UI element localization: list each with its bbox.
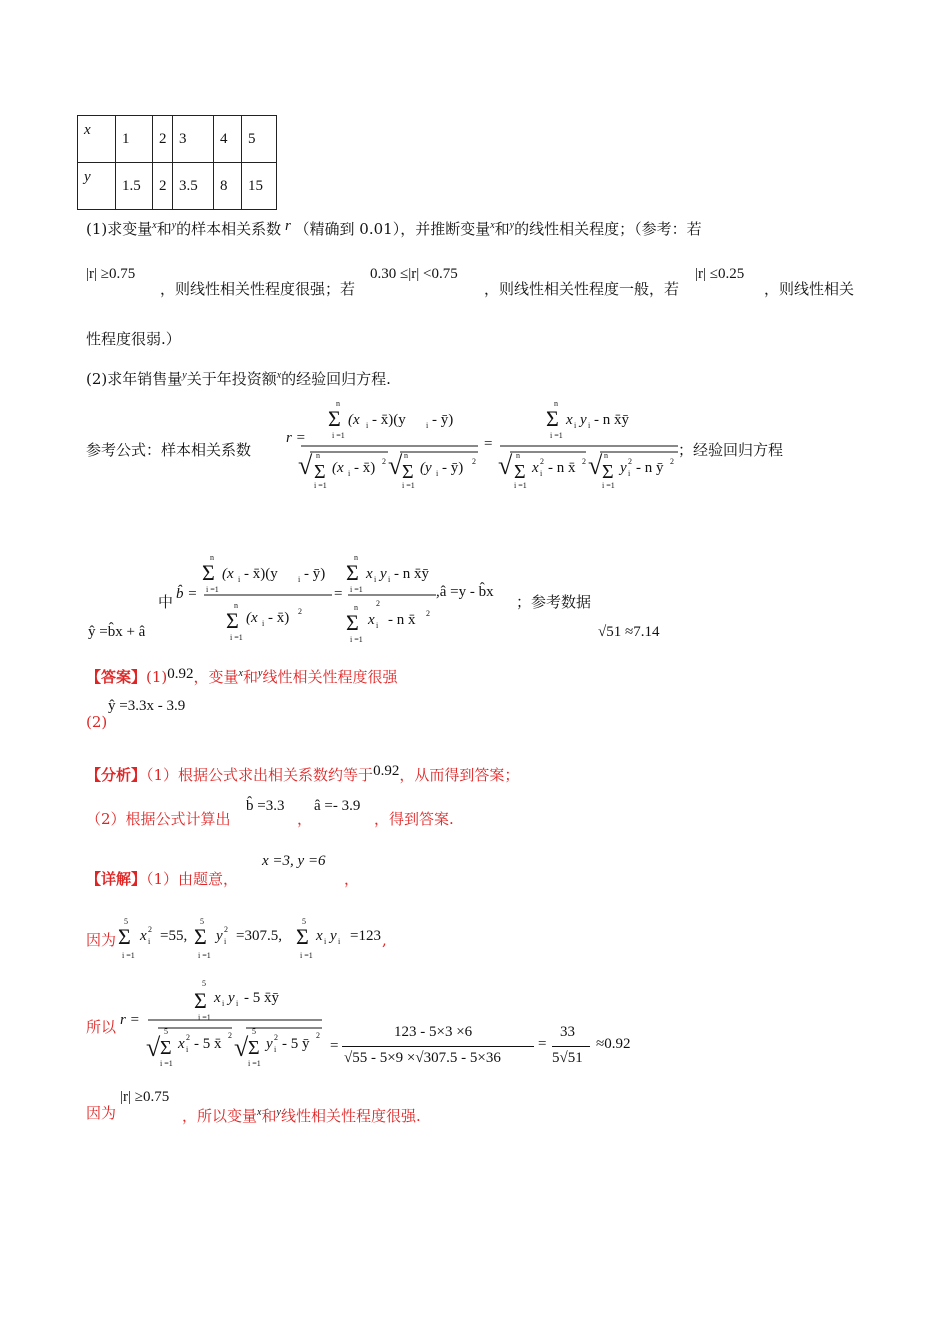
svg-text:√: √ [388, 451, 403, 480]
question-1-text: 性程度很弱.） [86, 330, 181, 348]
svg-text:- ȳ): - ȳ) [304, 566, 326, 582]
svg-text:2: 2 [274, 1033, 278, 1042]
detail-so: 所以 [86, 1018, 117, 1036]
svg-text:i: i [262, 619, 265, 628]
svg-text:Σ: Σ [514, 461, 526, 483]
svg-text:n: n [354, 553, 358, 562]
svg-text:i: i [388, 575, 391, 584]
svg-text:2: 2 [224, 925, 228, 934]
svg-text:i =1: i =1 [198, 1013, 211, 1022]
calc-denominator: √55 - 5×9 ×√307.5 - 5×36 [344, 1050, 501, 1066]
table-cell: 4 [214, 116, 242, 163]
b-hat-value: b̂ =3.3 [246, 798, 285, 814]
svg-text:i =1: i =1 [198, 951, 211, 960]
svg-text:x: x [140, 928, 147, 944]
sums-tail: , [382, 931, 387, 949]
ref-data-label: ；参考数据 [516, 593, 592, 611]
condition-strong: |r| ≥0.75 [86, 266, 136, 282]
svg-text:i: i [238, 575, 241, 584]
svg-text:5: 5 [202, 979, 206, 988]
sqrt-51-value: √51 ≈7.14 [598, 624, 660, 640]
detail-final: ，所以变量$^x$和$^y$线性相关性程度很强. [182, 1107, 421, 1125]
svg-text:n: n [516, 451, 520, 460]
formula-r: r = [286, 430, 306, 446]
svg-text:x: x [316, 928, 323, 944]
svg-text:i: i [588, 421, 591, 430]
formula-tail: ；经验回归方程 [678, 441, 784, 459]
result-numerator: 33 [560, 1024, 575, 1040]
svg-text:5: 5 [124, 917, 128, 926]
svg-text:Σ: Σ [602, 461, 614, 483]
svg-text:n: n [554, 399, 558, 408]
svg-text:- x̄): - x̄) [354, 460, 376, 476]
svg-text:i =1: i =1 [350, 635, 363, 644]
svg-text:Σ: Σ [346, 610, 359, 635]
table-cell: 2 [153, 163, 173, 210]
svg-text:i =1: i =1 [300, 951, 313, 960]
svg-text:i =1: i =1 [314, 481, 327, 490]
svg-text:2: 2 [316, 1031, 320, 1040]
svg-text:i: i [628, 469, 631, 478]
result-denominator: 5√51 [552, 1050, 583, 1066]
analysis-line-1: 【分析】（1）根据公式求出相关系数约等于0.92，从而得到答案； [86, 763, 520, 784]
svg-text:x: x [566, 412, 573, 428]
svg-text:2: 2 [148, 925, 152, 934]
formula-label: 参考公式：样本相关系数 [86, 441, 252, 459]
answer-equation: ŷ =3.3x - 3.9 [108, 698, 186, 714]
r-value: 0.92 [167, 666, 194, 682]
svg-text:i: i [426, 421, 429, 430]
svg-text:√: √ [234, 1033, 249, 1062]
svg-text:i: i [224, 937, 227, 946]
svg-text:i: i [540, 469, 543, 478]
svg-text:i: i [186, 1045, 189, 1054]
svg-text:i: i [374, 575, 377, 584]
svg-text:Σ: Σ [546, 406, 559, 431]
svg-text:n: n [336, 399, 340, 408]
question-2: (2)求年销售量$^y$关于年投资额$^x$的经验回归方程. [86, 370, 391, 388]
svg-text:- 5 ȳ: - 5 ȳ [282, 1036, 310, 1052]
detail-sep: ， [344, 870, 360, 888]
svg-text:=307.5,: =307.5, [236, 928, 282, 944]
svg-text:5: 5 [252, 1027, 256, 1036]
svg-text:Σ: Σ [402, 461, 414, 483]
svg-text:=: = [484, 436, 493, 452]
a-hat-value: â =- 3.9 [314, 798, 361, 814]
svg-text:x: x [366, 566, 373, 582]
svg-text:5: 5 [164, 1027, 168, 1036]
x-header: x [78, 116, 116, 163]
svg-text:y: y [620, 460, 627, 476]
svg-text:2: 2 [628, 457, 632, 466]
svg-text:=55,: =55, [160, 928, 188, 944]
question-1-text: ，则线性相关性程度一般，若 [484, 280, 680, 298]
svg-text:2: 2 [186, 1033, 190, 1042]
table-cell: 3.5 [173, 163, 214, 210]
calc-numerator: 123 - 5×3 ×6 [394, 1024, 473, 1040]
equals-sign: = [538, 1036, 547, 1052]
svg-text:y: y [380, 566, 387, 582]
svg-text:- 5 x̄ȳ: - 5 x̄ȳ [244, 990, 279, 1006]
svg-text:y: y [330, 928, 337, 944]
svg-text:Σ: Σ [194, 988, 207, 1013]
svg-text:√: √ [146, 1033, 161, 1062]
table-cell: 5 [242, 116, 277, 163]
svg-text:√: √ [298, 451, 313, 480]
svg-text:2: 2 [376, 599, 380, 608]
svg-text:(x: (x [222, 566, 234, 582]
svg-text:i =1: i =1 [350, 585, 363, 594]
svg-text:- x̄)(y: - x̄)(y [244, 566, 278, 582]
svg-text:i =1: i =1 [248, 1059, 261, 1068]
svg-text:b̂ =: b̂ = [176, 586, 198, 602]
svg-text:- x̄)(y: - x̄)(y [372, 412, 406, 428]
svg-text:i =1: i =1 [230, 633, 243, 642]
svg-text:i: i [324, 937, 327, 946]
fraction-bar [342, 1046, 534, 1047]
regression-equation: ŷ =b̂x + â [88, 624, 146, 640]
analysis-label: 【分析】 [86, 766, 147, 784]
condition-moderate: 0.30 ≤|r| <0.75 [370, 266, 458, 282]
analysis-tail: ，得到答案. [374, 810, 454, 828]
analysis-line-2: （2）根据公式计算出 [86, 810, 231, 828]
svg-text:5: 5 [302, 917, 306, 926]
var-y: y [171, 220, 177, 231]
svg-text:y: y [580, 412, 587, 428]
svg-text:Σ: Σ [194, 924, 207, 949]
svg-text:i: i [574, 421, 577, 430]
question-1-text: ，则线性相关 [764, 280, 855, 298]
svg-text:(y: (y [420, 460, 432, 476]
svg-text:Σ: Σ [328, 406, 341, 431]
svg-text:i =1: i =1 [402, 481, 415, 490]
table-row [78, 163, 277, 210]
svg-text:2: 2 [426, 609, 430, 618]
svg-text:=123: =123 [350, 928, 381, 944]
condition-weak: |r| ≤0.25 [695, 266, 745, 282]
svg-text:i: i [348, 469, 351, 478]
svg-text:2: 2 [540, 457, 544, 466]
svg-text:2: 2 [472, 457, 476, 466]
svg-text:2: 2 [228, 1031, 232, 1040]
svg-text:i: i [148, 937, 151, 946]
svg-text:(x: (x [246, 610, 258, 626]
svg-text:2: 2 [298, 607, 302, 616]
svg-text:n: n [404, 451, 408, 460]
svg-text:- n x̄ȳ: - n x̄ȳ [594, 412, 629, 428]
svg-text:Σ: Σ [296, 924, 309, 949]
svg-text:i: i [376, 621, 379, 630]
svg-text:Σ: Σ [314, 461, 326, 483]
svg-text:- x̄): - x̄) [268, 610, 290, 626]
svg-text:i: i [298, 575, 301, 584]
table-cell: 3 [173, 116, 214, 163]
svg-text:Σ: Σ [160, 1037, 172, 1059]
data-table [77, 115, 277, 210]
svg-text:x: x [178, 1036, 185, 1052]
final-condition: |r| ≥0.75 [120, 1089, 170, 1105]
y-header: y [78, 163, 116, 210]
svg-text:y: y [216, 928, 223, 944]
svg-text:n: n [354, 603, 358, 612]
svg-text:i: i [274, 1045, 277, 1054]
svg-text:i =1: i =1 [602, 481, 615, 490]
svg-text:i: i [338, 937, 341, 946]
table-cell: 2 [153, 116, 173, 163]
svg-text:i =1: i =1 [550, 431, 563, 440]
svg-text:i: i [366, 421, 369, 430]
answer-label: 【答案】 [86, 668, 147, 686]
svg-text:Σ: Σ [346, 560, 359, 585]
svg-text:- n x̄: - n x̄ [388, 612, 416, 628]
svg-text:x: x [532, 460, 539, 476]
var-x: x [152, 220, 157, 231]
question-1-line-1: (1)求变量$^x$和$^y$的样本相关系数 r （精确到 0.01），并推断变量$^x$和$^y$的线性相关程度；（参考：若 [86, 218, 702, 238]
svg-text:i =1: i =1 [332, 431, 345, 440]
svg-text:Σ: Σ [118, 924, 131, 949]
svg-text:Σ: Σ [202, 560, 215, 585]
svg-text:√: √ [498, 451, 513, 480]
question-1-text: ，则线性相关性程度很强；若 [160, 280, 356, 298]
svg-text:- n x̄ȳ: - n x̄ȳ [394, 566, 429, 582]
svg-text:x: x [368, 612, 375, 628]
correlation-formula [296, 396, 696, 496]
svg-text:i =1: i =1 [160, 1059, 173, 1068]
separator: ， [297, 810, 313, 828]
svg-text:- 5 x̄: - 5 x̄ [194, 1036, 222, 1052]
fraction-bar [552, 1046, 590, 1047]
svg-text:2: 2 [382, 457, 386, 466]
svg-text:y: y [266, 1036, 273, 1052]
table-cell: 8 [214, 163, 242, 210]
svg-text:n: n [234, 601, 238, 610]
detail-label: 【详解】 [86, 870, 147, 888]
svg-text:5: 5 [200, 917, 204, 926]
svg-text:i =1: i =1 [514, 481, 527, 490]
table-row [78, 116, 277, 163]
svg-text:√: √ [588, 451, 603, 480]
svg-text:- n x̄: - n x̄ [548, 460, 576, 476]
approx-value: ≈0.92 [596, 1036, 631, 1052]
svg-text:- ȳ): - ȳ) [442, 460, 464, 476]
table-cell: 15 [242, 163, 277, 210]
sums-expression [118, 914, 388, 960]
r-symbol: r = [120, 1012, 140, 1028]
svg-text:i =1: i =1 [122, 951, 135, 960]
svg-text:(x: (x [332, 460, 344, 476]
a-hat-formula: ,â =y - b̂x [436, 584, 494, 600]
svg-text:=: = [334, 586, 343, 602]
svg-text:2: 2 [582, 457, 586, 466]
svg-text:i: i [222, 999, 225, 1008]
svg-text:n: n [316, 451, 320, 460]
svg-text:n: n [210, 553, 214, 562]
svg-text:Σ: Σ [226, 608, 239, 633]
table-cell: 1 [116, 116, 153, 163]
means-values: x =3, y =6 [262, 853, 326, 869]
svg-text:i: i [436, 469, 439, 478]
detail-final-because: 因为 [86, 1104, 117, 1122]
svg-text:=: = [330, 1038, 339, 1054]
detail-because: 因为 [86, 931, 117, 949]
svg-text:n: n [604, 451, 608, 460]
table-cell: 1.5 [116, 163, 153, 210]
answer-part-1: 【答案】(1)0.92，变量$^x$和$^y$线性相关性程度很强 [86, 666, 398, 686]
mid-label: 中 [158, 593, 174, 611]
svg-text:- ȳ): - ȳ) [432, 412, 454, 428]
svg-text:(x: (x [348, 412, 360, 428]
svg-text:y: y [228, 990, 235, 1006]
detail-line-1: 【详解】（1）由题意， [86, 870, 239, 888]
svg-text:i: i [236, 999, 239, 1008]
svg-text:- n ȳ: - n ȳ [636, 460, 664, 476]
svg-text:2: 2 [670, 457, 674, 466]
svg-text:i =1: i =1 [206, 585, 219, 594]
svg-text:x: x [214, 990, 221, 1006]
svg-text:Σ: Σ [248, 1037, 260, 1059]
answer-part-2-prefix: (2) [86, 713, 108, 731]
